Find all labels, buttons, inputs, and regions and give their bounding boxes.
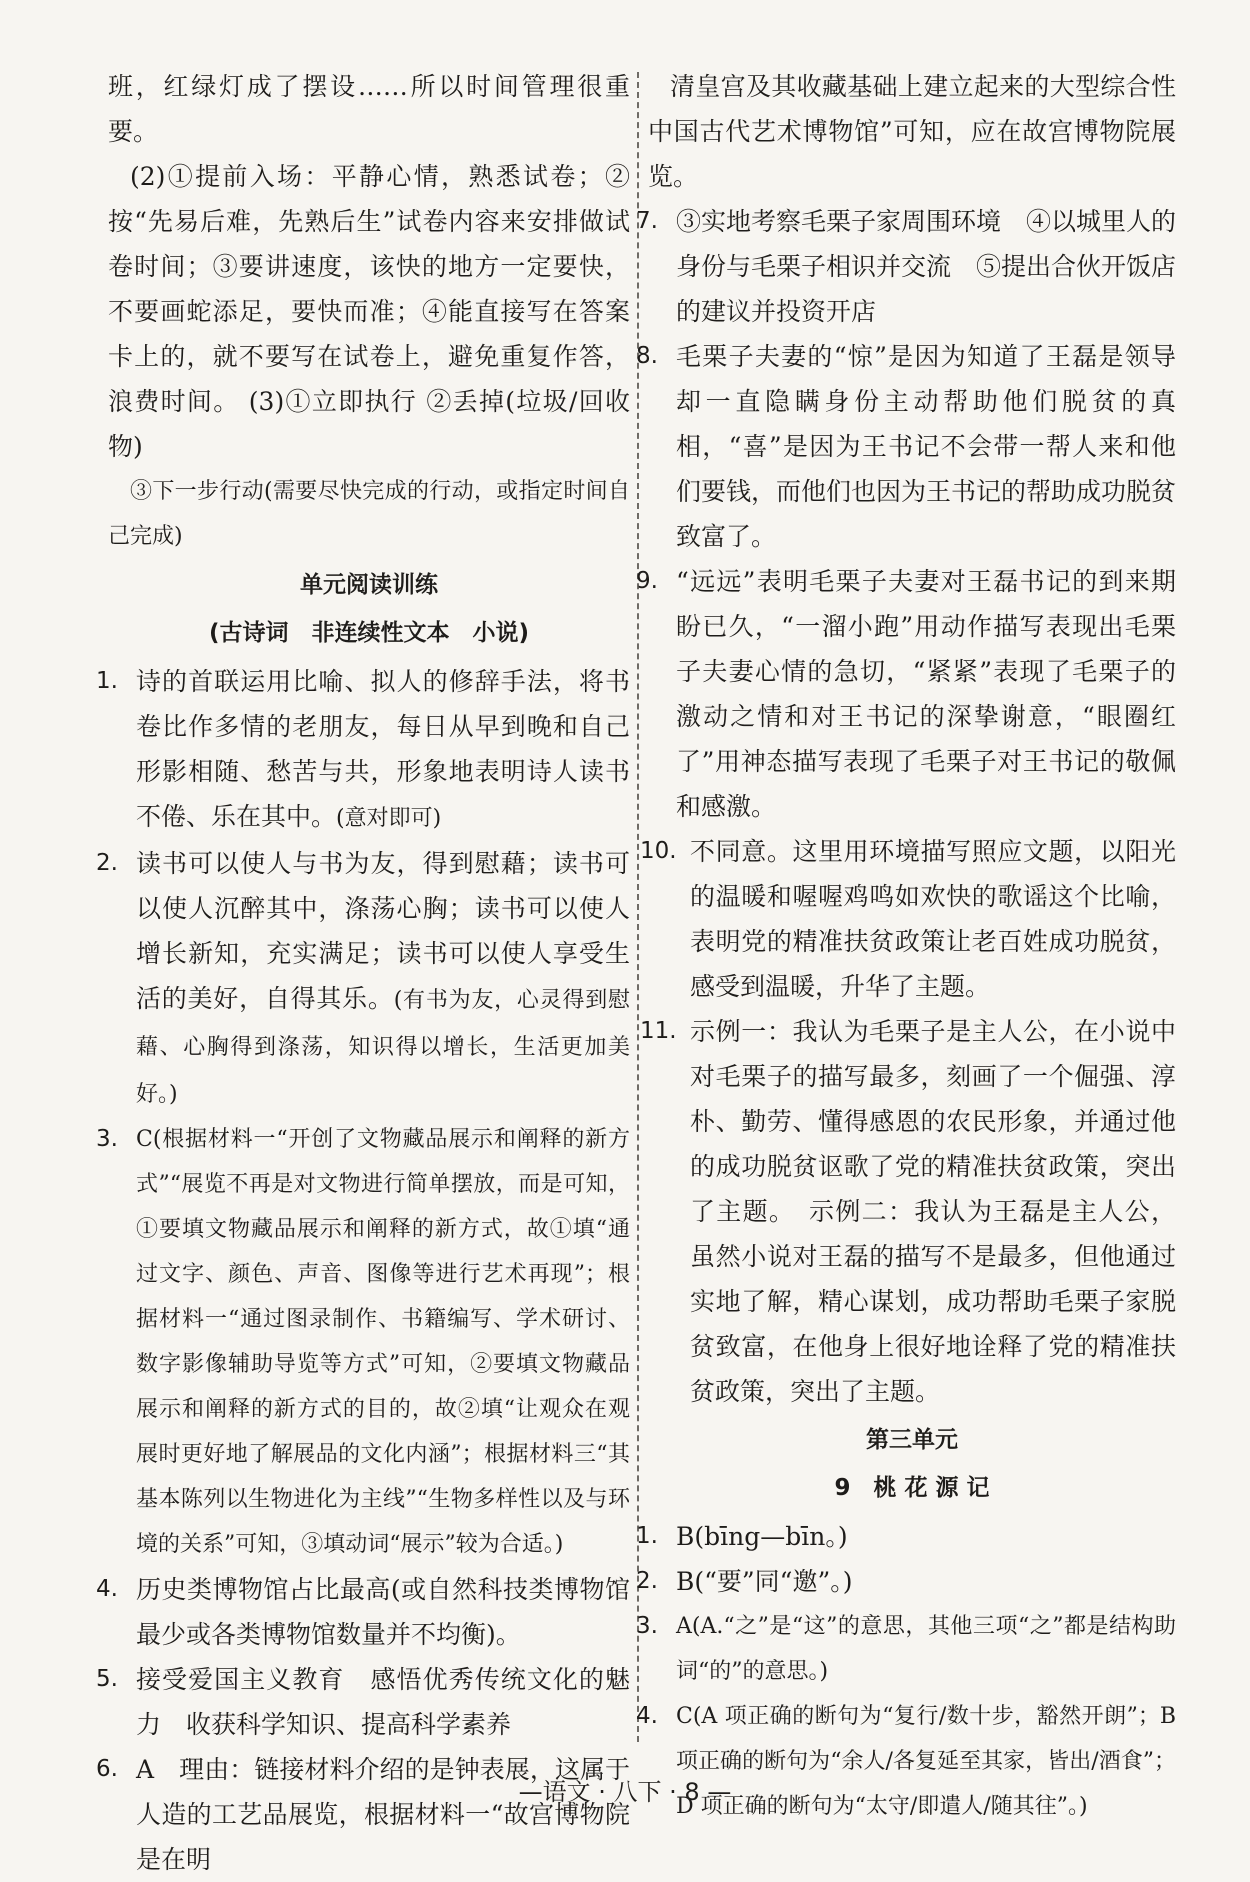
item-number: 5. <box>96 1666 118 1692</box>
answer-item <box>96 659 630 841</box>
item-number: 1. <box>96 668 118 694</box>
item-number: 2. <box>96 850 118 876</box>
answer-text: (2)①提前入场：平静心情，熟悉试卷；②按“先易后难，先熟后生”试卷内容来安排做试卷时间；③要讲速度，该快的地方一定要快，不要画蛇添足，要快而准；④能直接写在答案卡上的，就不要写在试卷上，避免重复作答，浪费时间。 (3)①立即执行 ②丢掉(垃圾/回收物) <box>108 162 630 461</box>
answer-item <box>636 199 1177 334</box>
item-number: 1. <box>636 1523 658 1549</box>
item-text: 接受爱国主义教育 感悟优秀传统文化的魅力 收获科学知识、提高科学素养 <box>136 1665 630 1739</box>
item-text: 读书可以使人与书为友，得到慰藉；读书可以使人沉醉其中，涤荡心胸；读书可以使人增长新知，充实满足；读书可以使人享受生活的美好，自得其乐。 <box>136 849 630 1013</box>
item-note: (意对即可) <box>336 806 442 831</box>
item-number: 8. <box>636 343 658 369</box>
item-number: 10. <box>640 838 677 864</box>
lesson-title: 9 桃 花 源 记 <box>834 1475 990 1501</box>
item-number: 6. <box>96 1756 118 1782</box>
answer-item <box>96 1117 630 1567</box>
item-number: 4. <box>636 1703 658 1729</box>
unit-heading: 第三单元 <box>866 1427 958 1453</box>
answer-item <box>96 1567 630 1657</box>
column-divider <box>637 72 639 1742</box>
left-column <box>96 64 630 1882</box>
answer-item <box>636 1514 1176 1559</box>
answer-item <box>636 1604 1176 1694</box>
item-text: “远远”表明毛栗子夫妻对王磊书记的到来期盼已久，“一溜小跑”用动作描写表现出毛栗子夫妻心情的急切，“紧紧”表现了毛栗子的激动之情和对王书记的深挚谢意，“眼圈红了”用神态描写表现了毛栗子对王书记的敬佩和感激。 <box>676 567 1176 821</box>
item-text: B(“要”同“邀”。) <box>676 1567 853 1596</box>
item-number: 4. <box>96 1576 118 1602</box>
item-text: B(bīng—bīn。) <box>676 1522 848 1551</box>
item-text: 示例一：我认为毛栗子是主人公，在小说中对毛栗子的描写最多，刻画了一个倔强、淳朴、勤劳、懂得感恩的农民形象，并通过他的成功脱贫讴歌了党的精准扶贫政策，突出了主题。 示例二：我认为王磊是主人公，虽然小说对王磊的描写不是最多，但他通过实地了解，精心谋划，成功帮助毛栗子家脱贫致富，在他身上很好地诠释了党的精准扶贫政策，突出了主题。 <box>690 1017 1176 1406</box>
right-column <box>636 64 1177 1829</box>
answer-item <box>636 1559 1176 1604</box>
item-text: C(根据材料一“开创了文物藏品展示和阐释的新方式”“展览不再是对文物进行简单摆放，而是可知，①要填文物藏品展示和阐释的新方式，故①填“通过文字、颜色、声音、图像等进行艺术再现”；根据材料一“通过图录制作、书籍编写、学术研讨、数字影像辅助导览等方式”可知，②要填文物藏品展示和阐释的新方式的目的，故②填“让观众在观展时更好地了解展品的文化内涵”；根据材料三“其基本陈列以生物进化为主线”“生物多样性以及与环境的关系”可知，③填动词“展示”较为合适。) <box>136 1127 630 1557</box>
section-subheading: (古诗词 非连续性文本 小说) <box>208 620 530 646</box>
item-text: A(A.“之”是“这”的意思，其他三项“之”都是结构助词“的”的意思。) <box>676 1614 1176 1684</box>
item-text: 毛栗子夫妻的“惊”是因为知道了王磊是领导却一直隐瞒身份主动帮助他们脱贫的真相，“喜”是因为王书记不会带一帮人来和他们要钱，而他们也因为王书记的帮助成功脱贫致富了。 <box>676 342 1177 551</box>
item-text: 历史类博物馆占比最高(或自然科技类博物馆最少或各类博物馆数量并不均衡)。 <box>136 1575 630 1649</box>
answer-item <box>636 334 1177 559</box>
answer-item <box>96 841 630 1117</box>
item-number: 11. <box>640 1018 677 1044</box>
item-text: 不同意。这里用环境描写照应文题，以阳光的温暖和喔喔鸡鸣如欢快的歌谣这个比喻，表明党的精准扶贫政策让老百姓成功脱贫，感受到温暖，升华了主题。 <box>690 837 1176 1001</box>
item-number: 7. <box>636 208 658 234</box>
item-number: 3. <box>96 1126 118 1152</box>
answer-text: 清皇宫及其收藏基础上建立起来的大型综合性中国古代艺术博物馆”可知，应在故宫博物院展览。 <box>648 72 1176 191</box>
item-text: C(A 项正确的断句为“复行/数十步，豁然开朗”；B 项正确的断句为“余人/各复延至其家，皆出/酒食”；D 项正确的断句为“太守/即遣人/随其往”。) <box>676 1704 1176 1819</box>
item-note: (有书为友，心灵得到慰藉、心胸得到涤荡，知识得以增长，生活更加美好。) <box>136 988 630 1107</box>
item-text: ③实地考察毛栗子家周围环境 ④以城里人的身份与毛栗子相识并交流 ⑤提出合伙开饭店的建议并投资开店 <box>676 207 1177 326</box>
answer-text: ③下一步行动(需要尽快完成的行动，或指定时间自己完成) <box>108 479 630 549</box>
item-text: 诗的首联运用比喻、拟人的修辞手法，将书卷比作多情的老朋友，每日从早到晚和自己形影相随、愁苦与共，形象地表明诗人读书不倦、乐在其中。 <box>136 667 630 831</box>
page-footer: —语文 · 八下 · 8 — <box>518 1778 732 1806</box>
answer-item <box>636 559 1176 829</box>
answer-item <box>96 1657 630 1747</box>
item-number: 9. <box>636 568 658 594</box>
section-heading: 单元阅读训练 <box>300 572 438 598</box>
item-text: A 理由：链接材料介绍的是钟表展，这属于人造的工艺品展览，根据材料一“故宫博物院是在明 <box>136 1755 630 1874</box>
answer-text: 班，红绿灯成了摆设……所以时间管理很重要。 <box>108 72 630 146</box>
answer-item <box>640 829 1176 1009</box>
item-number: 2. <box>636 1568 658 1594</box>
answer-item <box>96 1747 630 1882</box>
item-number: 3. <box>636 1613 658 1639</box>
answer-item <box>640 1009 1176 1414</box>
answer-item <box>636 1694 1176 1829</box>
